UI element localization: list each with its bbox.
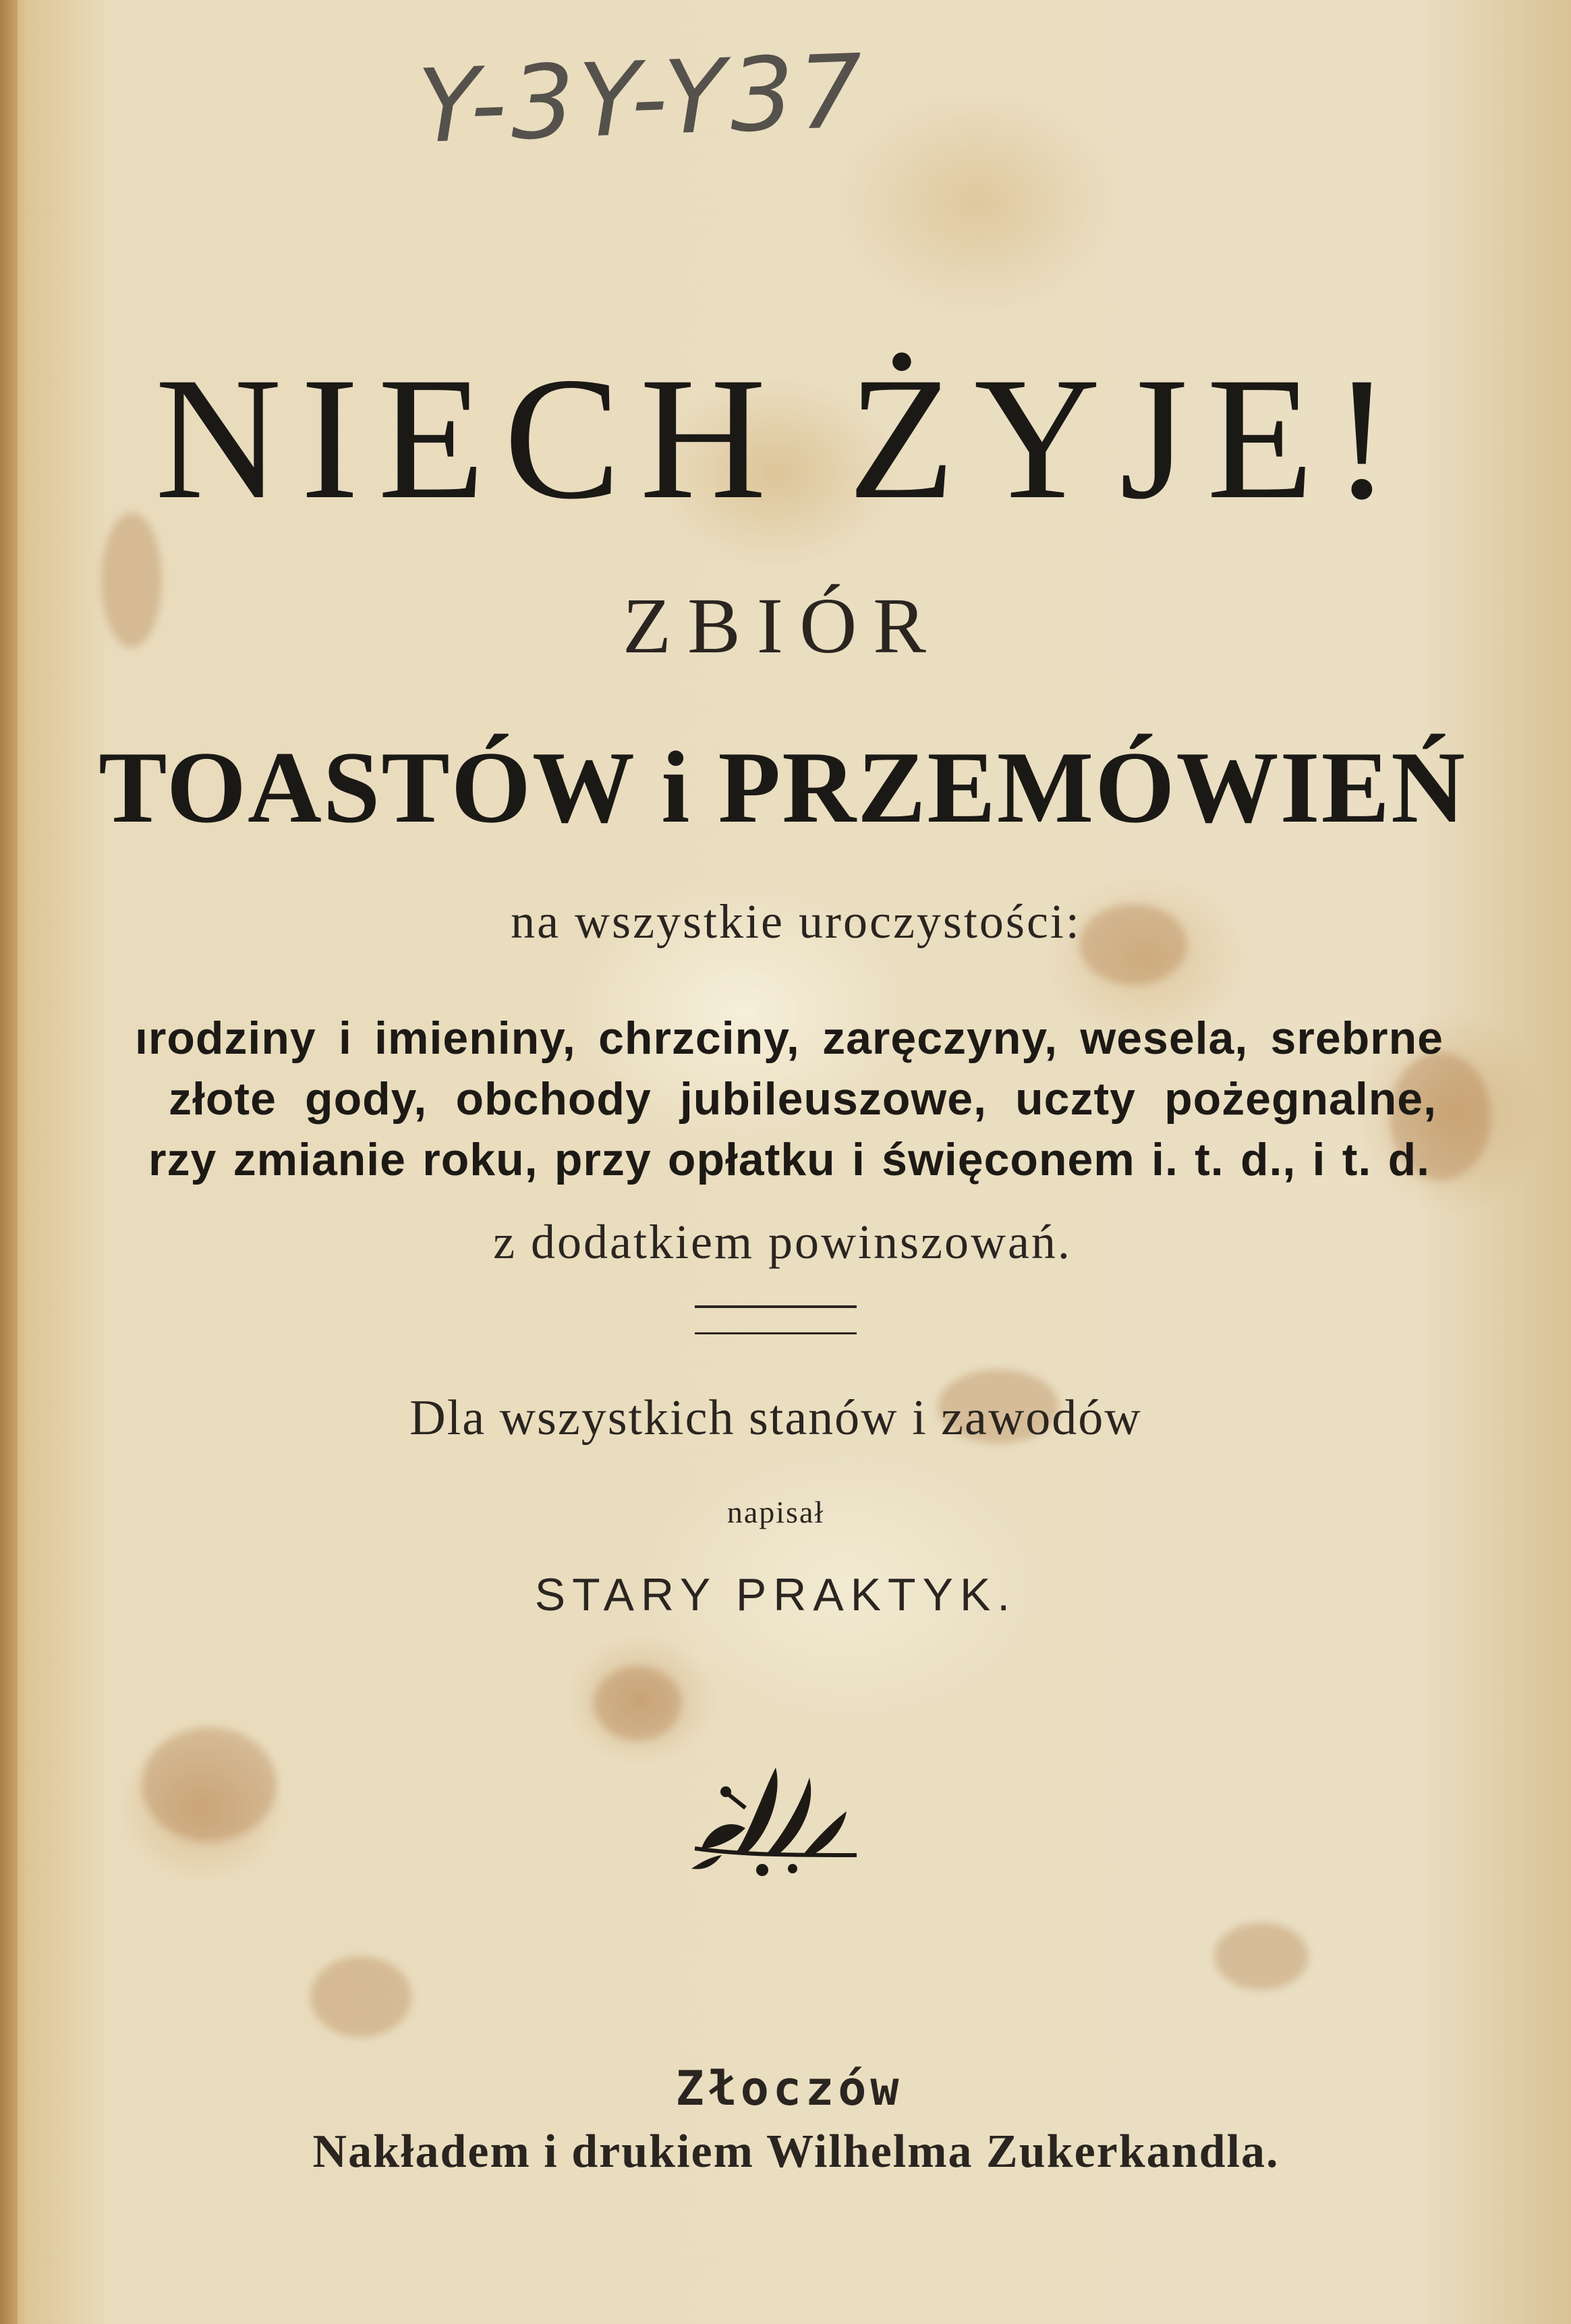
- occasions-line-3: rzy zmianie roku, przy opłatku i święconem i. t. d., i t. d.: [148, 1134, 1430, 1185]
- divider-rule: [695, 1332, 857, 1334]
- occasions-intro: na wszystkie uroczystości:: [511, 895, 1081, 948]
- foxing-stain: [1214, 1923, 1309, 1990]
- page-spine-edge: [0, 0, 18, 2324]
- divider-rule: [695, 1305, 857, 1308]
- audience-line: Dla wszystkich stanów i zawodów: [409, 1390, 1142, 1446]
- subtitle-toasts-speeches: TOASTÓW i PRZEMÓWIEŃ: [98, 731, 1466, 844]
- handwritten-shelfmark: Y-3Y-Y37: [416, 32, 869, 167]
- foxing-stain: [310, 1956, 411, 2037]
- foxing-stain: [594, 1666, 681, 1740]
- occasions-line-2: złote gody, obchody jubileuszowe, uczty pożegnalne,: [169, 1073, 1437, 1125]
- written-by-label: napisał: [726, 1495, 825, 1529]
- book-title: NIECH ŻYJE!: [154, 341, 1410, 536]
- laurel-sprig-icon: [681, 1754, 870, 1882]
- supplement-note: z dodatkiem powinszowań.: [493, 1215, 1072, 1269]
- occasions-line-1: ırodziny i imieniny, chrzciny, zaręczyny, wesela, srebrne: [135, 1013, 1444, 1064]
- imprint-publisher: Nakładem i drukiem Wilhelma Zukerkandla.: [312, 2126, 1280, 2178]
- subtitle-collection: ZBIÓR: [623, 582, 942, 670]
- author-pseudonym: STARY PRAKTYK.: [534, 1569, 1017, 1620]
- imprint-city: Złoczów: [675, 2061, 903, 2116]
- foxing-stain: [142, 1727, 277, 1842]
